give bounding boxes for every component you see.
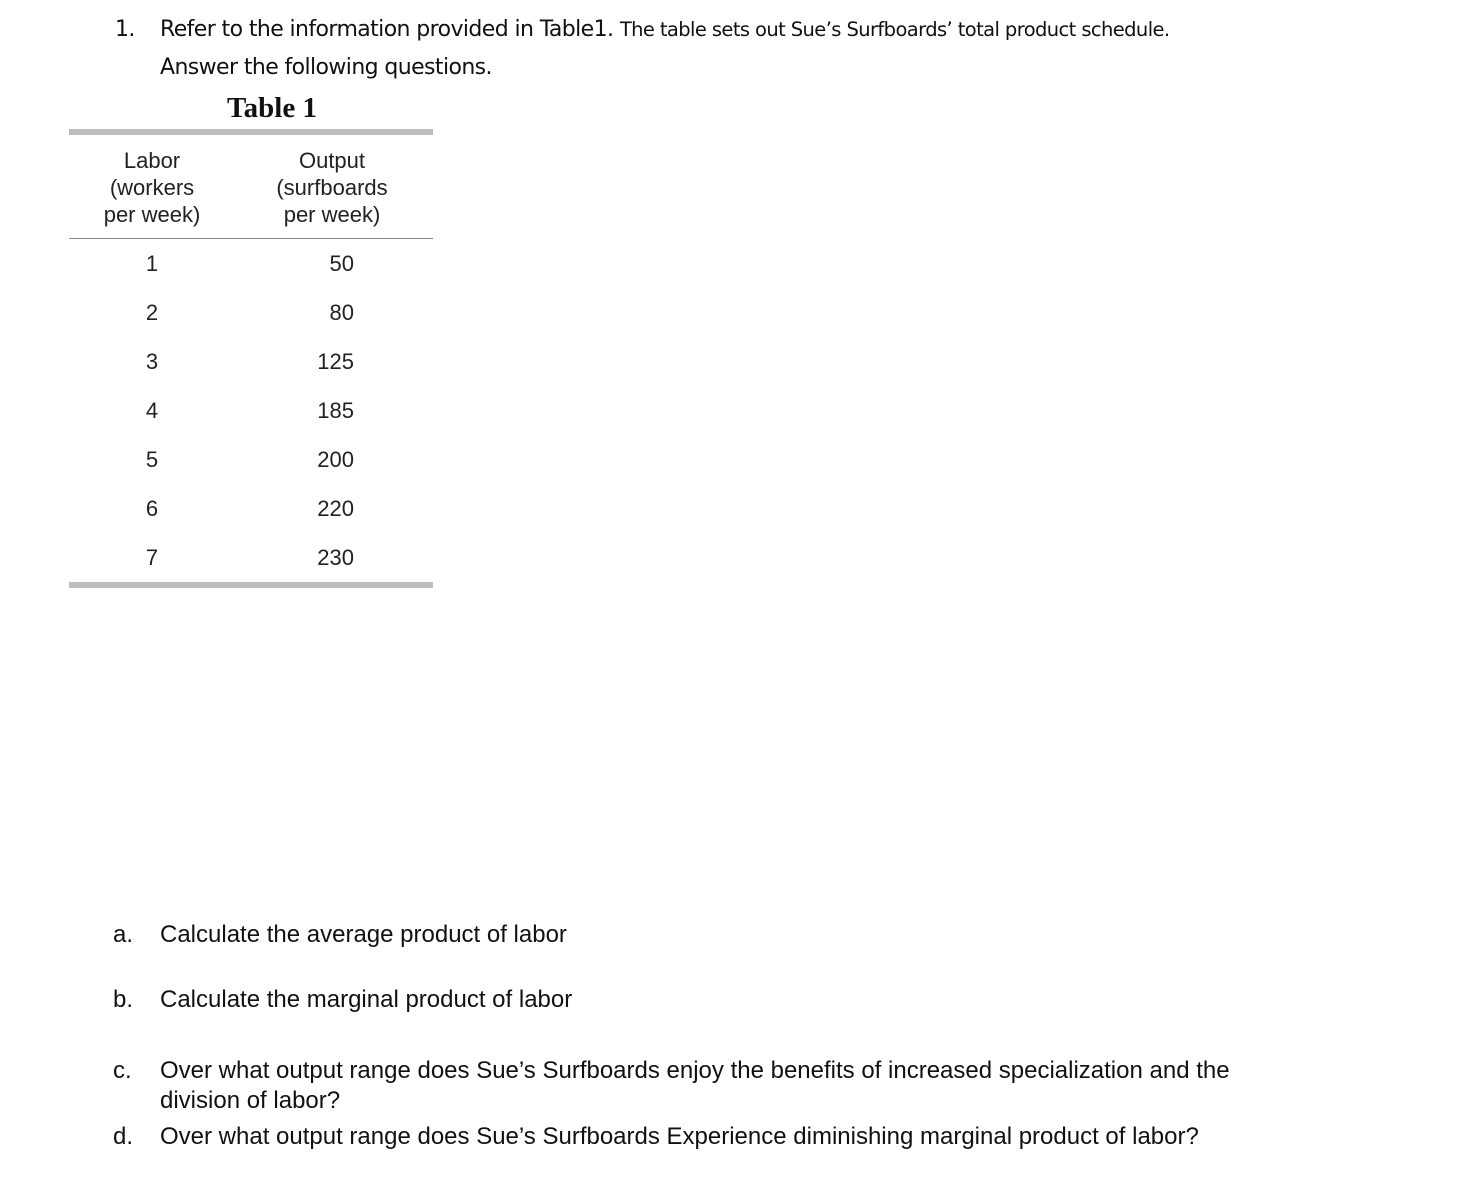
table-top-rule (69, 129, 433, 135)
question-number: 1. (115, 17, 135, 42)
cell-labor: 1 (145, 251, 159, 276)
header-line: (workers (109, 175, 195, 200)
table-header-rule (69, 238, 433, 239)
subquestion-label: c. (113, 1057, 132, 1084)
cell-labor: 4 (145, 398, 159, 423)
cell-labor: 5 (145, 447, 159, 472)
subquestion-text: Over what output range does Sue’s Surfboards enjoy the benefits of increased specialization and the (160, 1057, 1230, 1084)
subquestion-label: d. (113, 1123, 134, 1150)
table-bottom-rule (69, 582, 433, 588)
question-intro-main: Refer to the information provided in Table1. (160, 17, 614, 42)
header-line: (surfboards (276, 175, 388, 200)
cell-output: 220 (317, 496, 354, 521)
cell-output: 50 (329, 251, 354, 276)
cell-output: 230 (317, 545, 354, 570)
header-output (252, 147, 412, 228)
cell-labor: 6 (145, 496, 159, 521)
header-line: Labor (123, 148, 181, 173)
cell-output: 125 (317, 349, 354, 374)
header-labor (72, 147, 232, 228)
cell-output: 200 (317, 447, 354, 472)
subquestion-label: b. (113, 986, 134, 1013)
subquestion-text-cont: division of labor? (160, 1087, 341, 1114)
subquestion-label: a. (113, 921, 134, 948)
subquestion-text: Calculate the average product of labor (160, 921, 567, 948)
header-line: per week) (283, 202, 381, 227)
cell-labor: 7 (145, 545, 159, 570)
cell-output: 80 (329, 300, 354, 325)
header-line: Output (298, 148, 366, 173)
cell-labor: 2 (145, 300, 159, 325)
subquestion-text: Calculate the marginal product of labor (160, 986, 573, 1013)
cell-output: 185 (317, 398, 354, 423)
cell-labor: 3 (145, 349, 159, 374)
subquestion-text: Over what output range does Sue’s Surfboards Experience diminishing marginal product of labor? (160, 1123, 1199, 1150)
question-intro (160, 17, 1170, 42)
question-intro-detail: The table sets out Sue’s Surfboards’ total product schedule. (619, 18, 1170, 41)
table-title: Table 1 (227, 92, 317, 124)
header-line: per week) (103, 202, 201, 227)
question-instruction: Answer the following questions. (160, 55, 492, 80)
